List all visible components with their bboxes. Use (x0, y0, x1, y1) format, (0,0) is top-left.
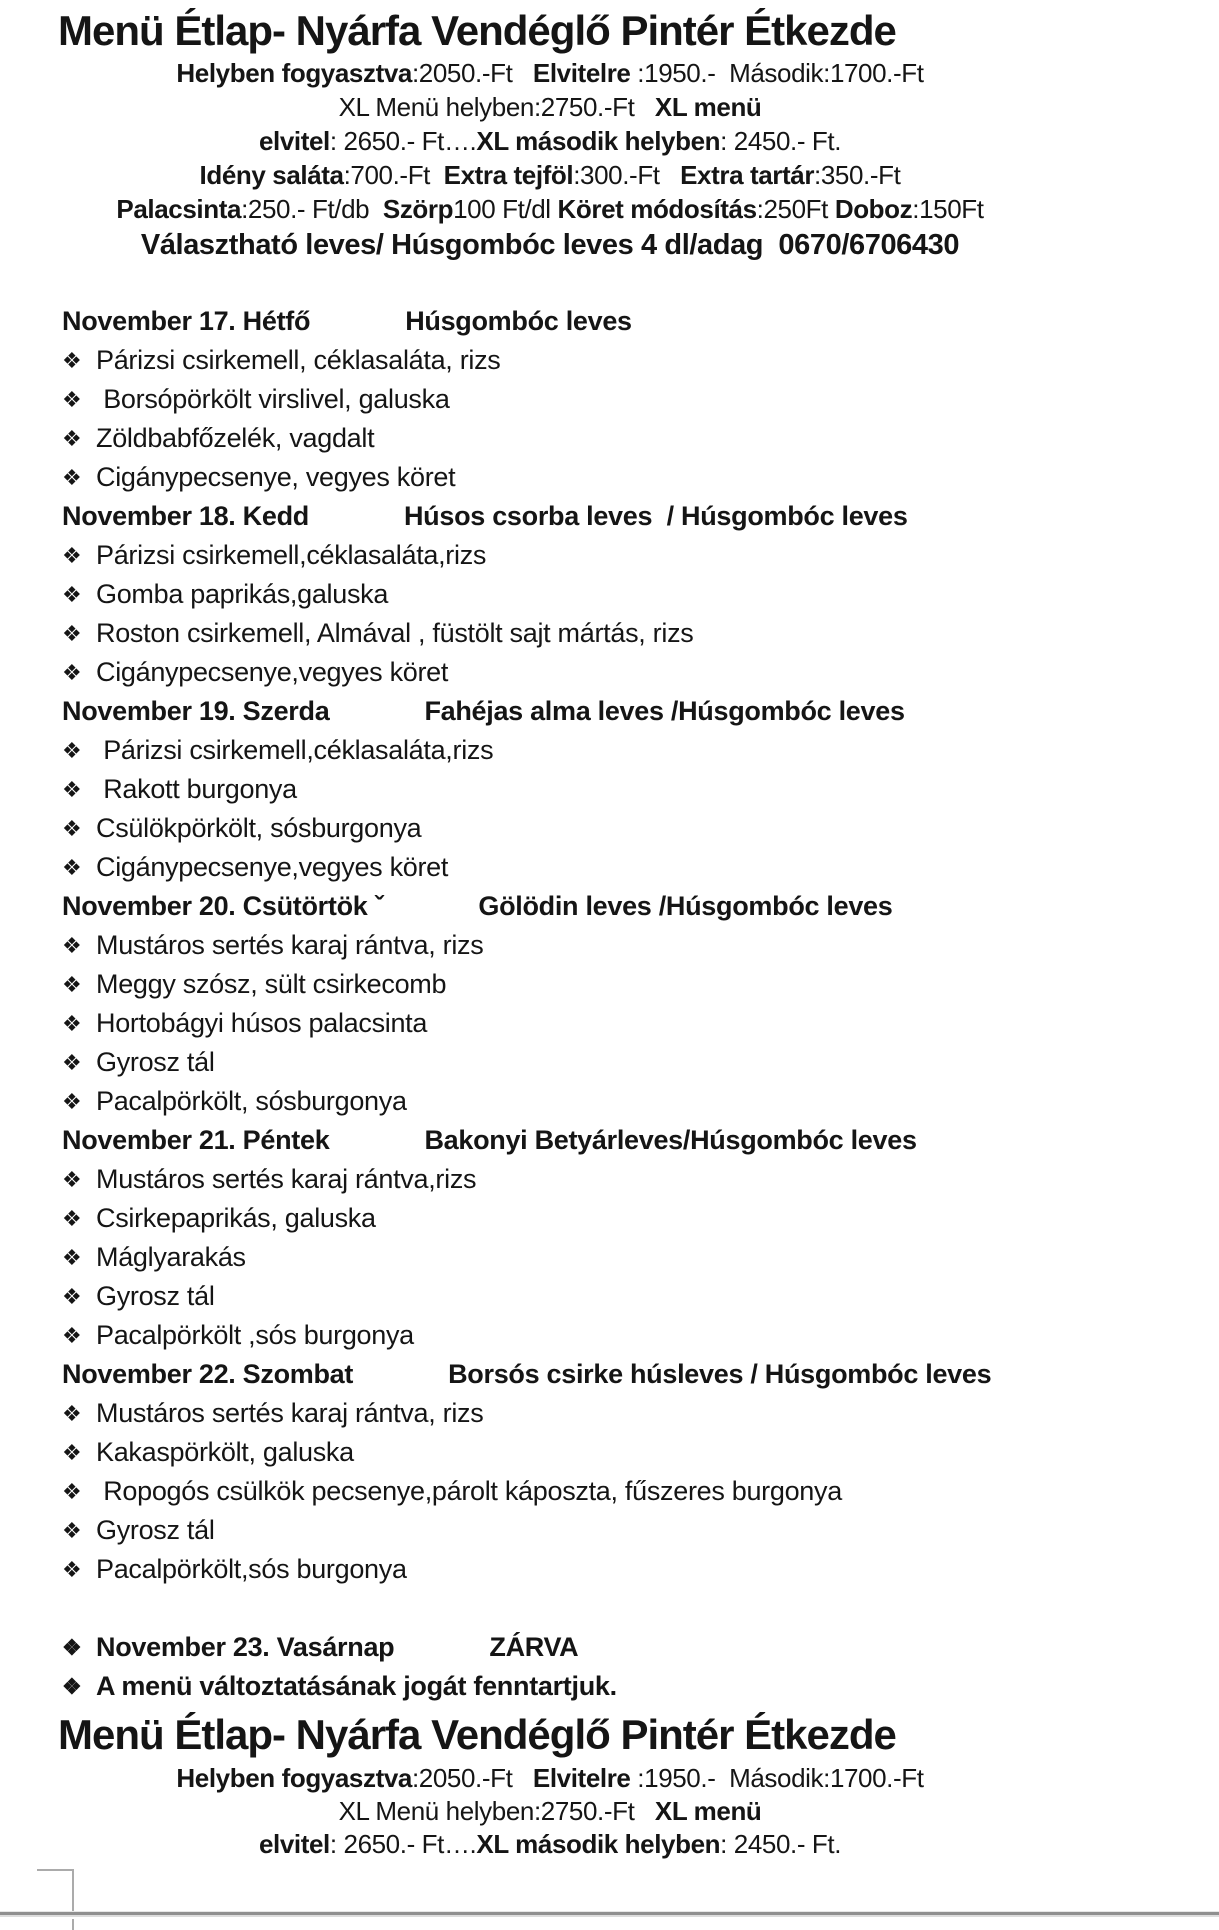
price-label: Helyben fogyasztva (176, 58, 412, 88)
soup-choice-line: Választható leves/ Húsgombóc leves 4 dl/adag 0670/6706430 (140, 229, 960, 261)
day-label: November 22. Szombat (62, 1359, 354, 1389)
diamond-bullet-icon: ❖ (62, 1050, 82, 1075)
menu-item (62, 614, 1219, 653)
menu-item-text: Gyrosz tál (96, 1515, 215, 1545)
diamond-bullet-icon: ❖ (62, 1479, 82, 1504)
price-label: XL második helyben (476, 126, 721, 156)
menu-item-text: Zöldbabfőzelék, vagdalt (96, 423, 375, 453)
price-info-line (0, 56, 1100, 90)
diamond-bullet-icon: ❖ (62, 1284, 82, 1309)
menu-item-text: Kakaspörkölt, galuska (96, 1437, 354, 1467)
menu-item (62, 1316, 1219, 1355)
diamond-bullet-icon: ❖ (62, 933, 82, 958)
menu-item-text: Pacalpörkölt, sósburgonya (96, 1086, 407, 1116)
price-value: :350.-Ft (814, 160, 901, 190)
price-value: :250Ft (756, 194, 835, 224)
diamond-bullet-icon: ❖ (62, 1206, 82, 1231)
diamond-bullet-icon: ❖ (62, 621, 82, 646)
menu-item (62, 536, 1219, 575)
price-info-block (0, 56, 1100, 226)
page-break-separator (0, 1911, 1219, 1917)
price-value: : 2450.- Ft. (720, 126, 842, 156)
menu-item (62, 1472, 1219, 1511)
price-value: :2050.-Ft (411, 1763, 533, 1793)
next-page-boundary-mark (72, 1919, 74, 1930)
soup-label: Húsgombóc leves (405, 306, 632, 336)
day-heading (62, 887, 1219, 926)
diamond-bullet-icon: ❖ (62, 387, 82, 412)
day-heading (62, 1355, 1219, 1394)
footer-price-info-block (0, 1762, 1100, 1861)
price-label: elvitel (258, 126, 330, 156)
disclaimer-row (62, 1667, 1219, 1706)
diamond-bullet-icon: ❖ (62, 543, 82, 568)
menu-item (62, 770, 1219, 809)
menu-days-list (62, 302, 1219, 1589)
day-label: November 19. Szerda (62, 696, 330, 726)
diamond-bullet-icon: ❖ (62, 1245, 82, 1270)
price-value: :1950.- Második:1700.-Ft (630, 1763, 924, 1793)
disclaimer-text: A menü változtatásának jogát fenntartjuk. (96, 1671, 617, 1701)
menu-item (62, 1394, 1219, 1433)
menu-item-text: Csülökpörkölt, sósburgonya (96, 813, 422, 843)
day-label: November 21. Péntek (62, 1125, 330, 1155)
price-info-line (0, 192, 1100, 226)
menu-item-text: Pacalpörkölt ,sós burgonya (96, 1320, 414, 1350)
day-heading (62, 692, 1219, 731)
price-label: XL menü (654, 92, 762, 122)
diamond-bullet-icon: ❖ (62, 660, 82, 685)
diamond-bullet-icon: ❖ (62, 1011, 82, 1036)
menu-item-text: Párizsi csirkemell, céklasaláta, rizs (96, 345, 501, 375)
price-value: :250.- Ft/db (241, 194, 383, 224)
price-value: : 2650.- Ft…. (329, 126, 477, 156)
diamond-bullet-icon: ❖ (62, 738, 82, 763)
day-heading (62, 1121, 1219, 1160)
menu-item-text: Cigánypecsenye,vegyes köret (96, 657, 449, 687)
diamond-bullet-icon: ❖ (62, 1167, 82, 1192)
closed-day-label: November 23. Vasárnap (96, 1632, 395, 1662)
diamond-bullet-icon: ❖ (62, 1635, 82, 1660)
price-info-line (0, 1762, 1100, 1795)
menu-item (62, 1238, 1219, 1277)
diamond-bullet-icon: ❖ (62, 972, 82, 997)
diamond-bullet-icon: ❖ (62, 816, 82, 841)
menu-item-text: Cigánypecsenye,vegyes köret (96, 852, 449, 882)
day-heading (62, 497, 1219, 536)
day-label: November 17. Hétfő (62, 306, 311, 336)
diamond-bullet-icon: ❖ (62, 1089, 82, 1114)
menu-item (62, 575, 1219, 614)
menu-item-text: Cigánypecsenye, vegyes köret (96, 462, 456, 492)
price-label: XL második helyben (476, 1829, 721, 1859)
price-label: Idény saláta (199, 160, 344, 190)
menu-item (62, 1550, 1219, 1589)
menu-item-text: Pacalpörkölt,sós burgonya (96, 1554, 407, 1584)
menu-item (62, 653, 1219, 692)
menu-item-text: Meggy szósz, sült csirkecomb (96, 969, 447, 999)
text-boundary-corner-horizontal (37, 1869, 74, 1871)
menu-item (62, 1511, 1219, 1550)
menu-item-text: Roston csirkemell, Almával , füstölt sajt mártás, rizs (96, 618, 694, 648)
price-info-line (0, 1828, 1100, 1861)
price-label: Extra tartár (680, 160, 815, 190)
diamond-bullet-icon: ❖ (62, 855, 82, 880)
diamond-bullet-icon: ❖ (62, 1401, 82, 1426)
menu-item (62, 1199, 1219, 1238)
weekly-menu-section (0, 302, 1219, 1706)
closed-day-row (62, 1628, 1219, 1667)
closed-status-label: ZÁRVA (489, 1632, 579, 1662)
price-info-line (0, 1795, 1100, 1828)
menu-item-text: Gomba paprikás,galuska (96, 579, 389, 609)
menu-item-text: Mustáros sertés karaj rántva, rizs (96, 1398, 484, 1428)
diamond-bullet-icon: ❖ (62, 777, 82, 802)
menu-item-text: Hortobágyi húsos palacsinta (96, 1008, 428, 1038)
price-value: XL Menü helyben:2750.-Ft (338, 92, 655, 122)
menu-item (62, 1082, 1219, 1121)
price-label: Elvitelre (532, 1763, 631, 1793)
menu-item (62, 1433, 1219, 1472)
menu-item (62, 926, 1219, 965)
price-value: XL Menü helyben:2750.-Ft (338, 1796, 655, 1826)
menu-item-text: Párizsi csirkemell,céklasaláta,rizs (96, 735, 494, 765)
day-label: November 18. Kedd (62, 501, 309, 531)
menu-item (62, 1160, 1219, 1199)
soup-label: Borsós csirke húsleves / Húsgombóc leves (448, 1359, 992, 1389)
footer-title: Menü Étlap- Nyárfa Vendéglő Pintér Étkezde (58, 1711, 896, 1758)
diamond-bullet-icon: ❖ (62, 426, 82, 451)
price-value: : 2450.- Ft. (720, 1829, 842, 1859)
menu-item (62, 419, 1219, 458)
text-boundary-corner-vertical (72, 1869, 74, 1911)
price-label: elvitel (258, 1829, 330, 1859)
diamond-bullet-icon: ❖ (62, 1440, 82, 1465)
price-label: Elvitelre (532, 58, 631, 88)
price-label: Doboz (834, 194, 913, 224)
price-label: Helyben fogyasztva (176, 1763, 412, 1793)
menu-item-text: Mustáros sertés karaj rántva, rizs (96, 930, 484, 960)
soup-label: Gölödin leves /Húsgombóc leves (478, 891, 893, 921)
diamond-bullet-icon: ❖ (62, 1518, 82, 1543)
price-label: Köret módosítás (557, 194, 757, 224)
menu-item (62, 848, 1219, 887)
menu-item (62, 1043, 1219, 1082)
price-value: :2050.-Ft (411, 58, 533, 88)
day-label: November 20. Csütörtök ˇ (62, 891, 384, 921)
menu-item (62, 809, 1219, 848)
diamond-bullet-icon: ❖ (62, 582, 82, 607)
soup-label: Húsos csorba leves / Húsgombóc leves (403, 501, 908, 531)
menu-item (62, 1004, 1219, 1043)
menu-item (62, 731, 1219, 770)
menu-item-text: Máglyarakás (96, 1242, 246, 1272)
price-value: : 2650.- Ft…. (329, 1829, 477, 1859)
soup-label: Bakonyi Betyárleves/Húsgombóc leves (424, 1125, 917, 1155)
price-value: :700.-Ft (343, 160, 444, 190)
menu-item (62, 341, 1219, 380)
menu-item (62, 458, 1219, 497)
menu-item-text: Ropogós csülkök pecsenye,párolt káposzta, fűszeres burgonya (96, 1476, 842, 1506)
menu-item (62, 1277, 1219, 1316)
diamond-bullet-icon: ❖ (62, 465, 82, 490)
diamond-bullet-icon: ❖ (62, 1674, 82, 1699)
price-label: XL menü (654, 1796, 762, 1826)
price-label: Extra tejföl (443, 160, 574, 190)
price-value: :1950.- Második:1700.-Ft (630, 58, 924, 88)
menu-item-text: Borsópörkölt virslivel, galuska (96, 384, 450, 414)
diamond-bullet-icon: ❖ (62, 348, 82, 373)
price-value: :150Ft (912, 194, 984, 224)
price-value: 100 Ft/dl (453, 194, 558, 224)
day-heading (62, 302, 1219, 341)
price-info-line (0, 124, 1100, 158)
price-info-line (0, 158, 1100, 192)
page-title: Menü Étlap- Nyárfa Vendéglő Pintér Étkezde (58, 7, 896, 54)
menu-item-text: Mustáros sertés karaj rántva,rizs (96, 1164, 477, 1194)
diamond-bullet-icon: ❖ (62, 1557, 82, 1582)
soup-label: Fahéjas alma leves /Húsgombóc leves (424, 696, 905, 726)
price-info-line (0, 90, 1100, 124)
menu-item-text: Rakott burgonya (96, 774, 297, 804)
menu-item-text: Gyrosz tál (96, 1281, 215, 1311)
menu-item-text: Gyrosz tál (96, 1047, 215, 1077)
menu-item (62, 380, 1219, 419)
price-value: :300.-Ft (573, 160, 681, 190)
diamond-bullet-icon: ❖ (62, 1323, 82, 1348)
menu-item-text: Csirkepaprikás, galuska (96, 1203, 376, 1233)
price-label: Szörp (382, 194, 454, 224)
price-label: Palacsinta (116, 194, 242, 224)
menu-item-text: Párizsi csirkemell,céklasaláta,rizs (96, 540, 487, 570)
menu-item (62, 965, 1219, 1004)
